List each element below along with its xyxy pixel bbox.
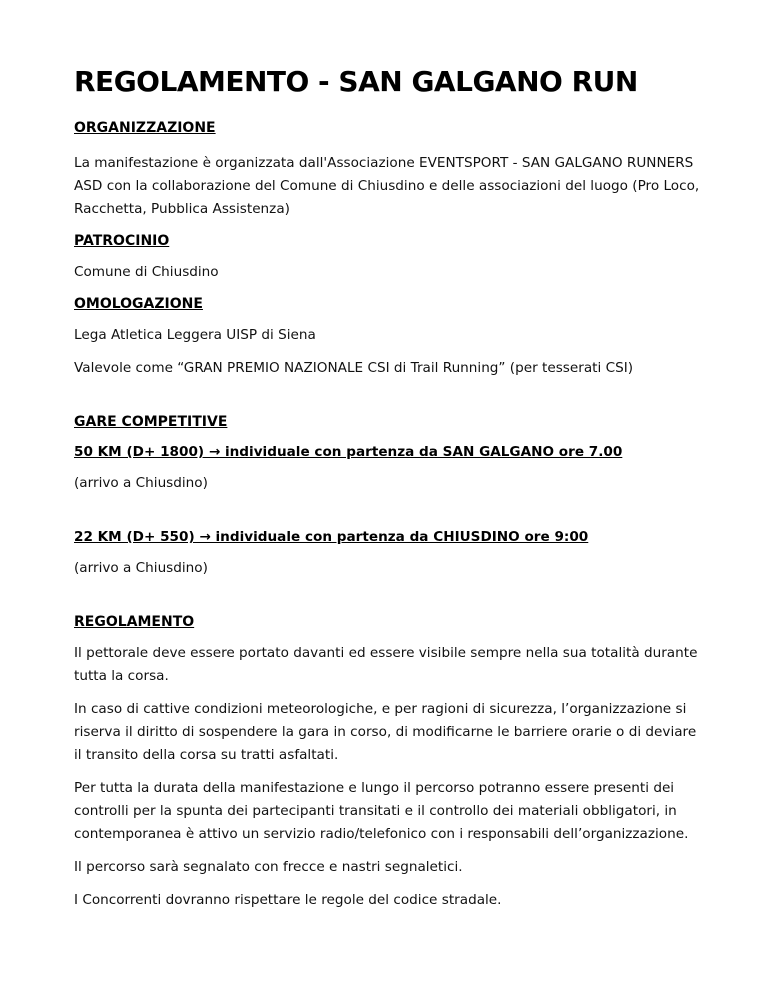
text-patrocinio: Comune di Chiusdino bbox=[74, 264, 219, 280]
heading-regolamento: REGOLAMENTO bbox=[74, 614, 195, 630]
heading-gare-competitive: GARE COMPETITIVE bbox=[74, 414, 228, 430]
race-50km-note: (arrivo a Chiusdino) bbox=[74, 475, 208, 491]
regolamento-paragraph-1: Il pettorale deve essere portato davanti ed essere visibile sempre nella sua totalità durante tutta la corsa. bbox=[74, 645, 698, 684]
text-organizzazione: La manifestazione è organizzata dall'Associazione EVENTSPORT - SAN GALGANO RUNNERS ASD con la collaborazione del Comune di Chiusdino e delle associazioni del luogo (Pro Loco, Racchetta, Pubblica Assistenza) bbox=[74, 155, 700, 217]
race-50km: 50 KM (D+ 1800) → individuale con partenza da SAN GALGANO ore 7.00 bbox=[74, 444, 623, 460]
regolamento-paragraph-4: Il percorso sarà segnalato con frecce e nastri segnaletici. bbox=[74, 859, 463, 875]
spacer bbox=[74, 505, 704, 527]
text-omologazione-1: Lega Atletica Leggera UISP di Siena bbox=[74, 327, 316, 343]
heading-patrocinio: PATROCINIO bbox=[74, 233, 170, 249]
heading-omologazione: OMOLOGAZIONE bbox=[74, 296, 203, 312]
regolamento-paragraph-5: I Concorrenti dovranno rispettare le regole del codice stradale. bbox=[74, 892, 502, 908]
heading-organizzazione: ORGANIZZAZIONE bbox=[74, 120, 216, 136]
race-22km: 22 KM (D+ 550) → individuale con partenza da CHIUSDINO ore 9:00 bbox=[74, 529, 589, 545]
spacer bbox=[74, 590, 704, 612]
spacer bbox=[74, 390, 704, 412]
text-omologazione-2: Valevole come “GRAN PREMIO NAZIONALE CSI di Trail Running” (per tesserati CSI) bbox=[74, 360, 634, 376]
regolamento-paragraph-3: Per tutta la durata della manifestazione e lungo il percorso potranno essere presenti dei controlli per la spunta dei partecipanti transitati e il controllo dei materiali obbligatori, in contemporanea è attivo un servizio radio/telefonico con i responsabili dell’organizzazione. bbox=[74, 780, 689, 842]
race-22km-note: (arrivo a Chiusdino) bbox=[74, 560, 208, 576]
page-title: REGOLAMENTO - SAN GALGANO RUN bbox=[74, 65, 638, 98]
document-page bbox=[74, 60, 704, 922]
regolamento-paragraph-2: In caso di cattive condizioni meteorologiche, e per ragioni di sicurezza, l’organizzazione si riserva il diritto di sospendere la gara in corso, di modificarne le barriere orarie o di deviare il transito della corsa su tratti asfaltati. bbox=[74, 701, 697, 763]
